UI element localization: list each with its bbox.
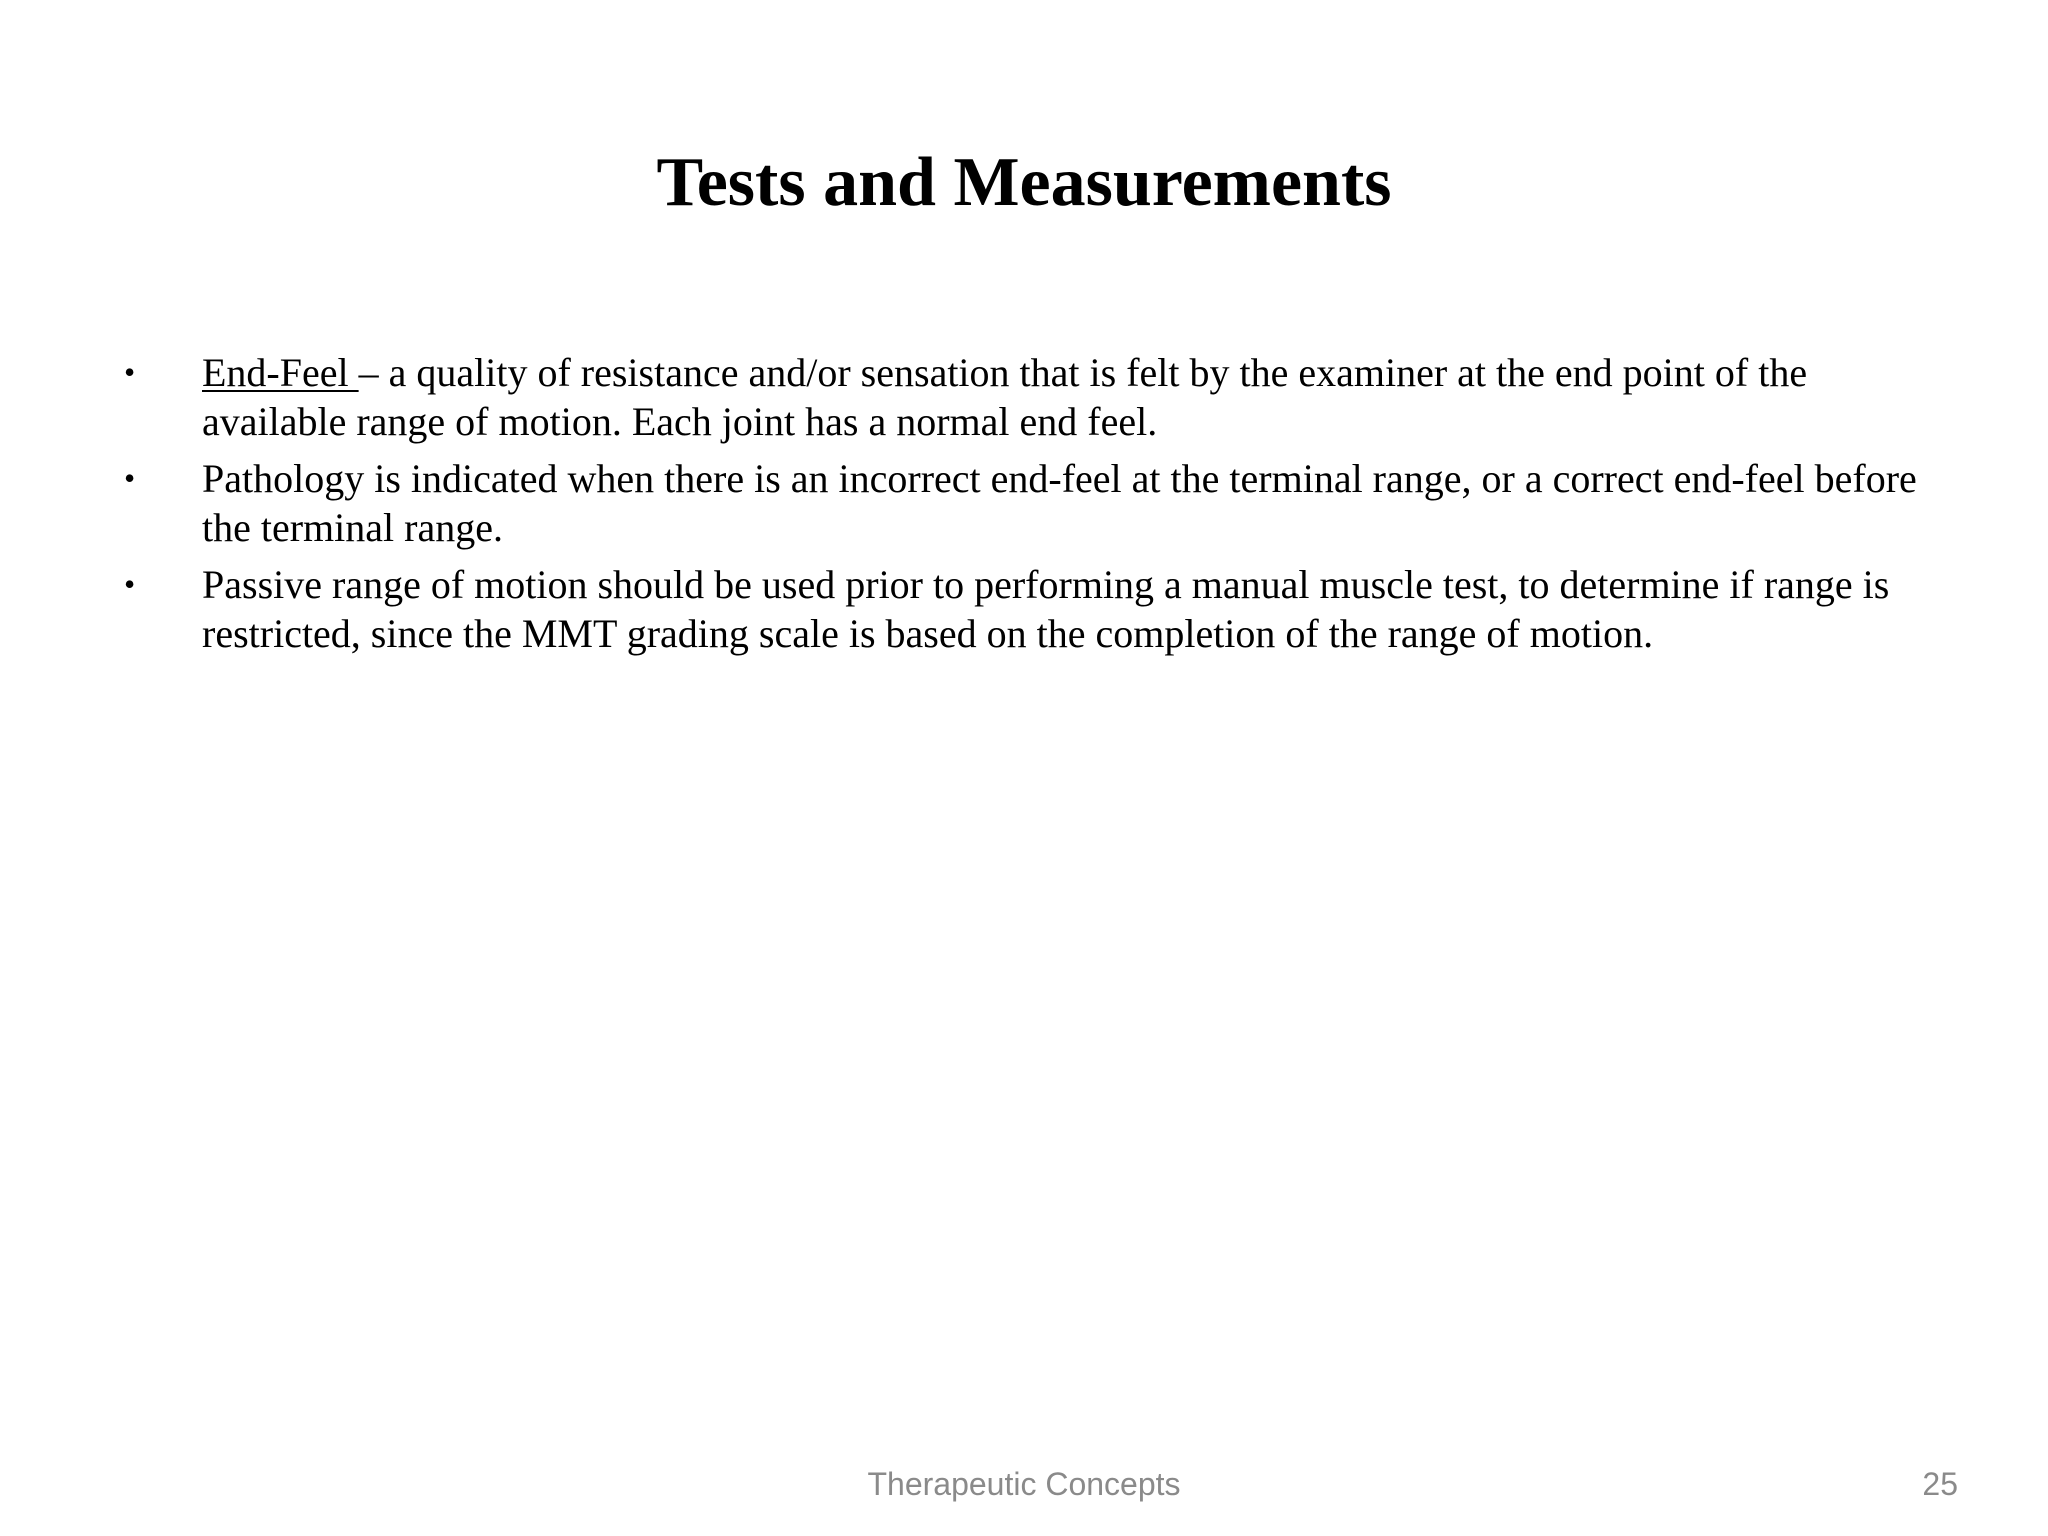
bullet-text: Pathology is indicated when there is an incorrect end-feel at the terminal range, or a correct end-feel before the terminal range. (202, 456, 1917, 550)
bullet-dot-icon: • (124, 566, 136, 602)
slide-title: Tests and Measurements (656, 144, 1392, 221)
bullet-list (124, 348, 1954, 666)
bullet-item-end-feel (124, 348, 1954, 446)
footer-text: Therapeutic Concepts (867, 1466, 1181, 1502)
page-number: 25 (1922, 1466, 1958, 1502)
bullet-dot-icon: • (124, 460, 136, 496)
bullet-text: Passive range of motion should be used prior to performing a manual muscle test, to determine if range is restricted, since the MMT grading scale is based on the completion of the range of motion. (202, 562, 1890, 656)
bullet-dot-icon: • (124, 354, 136, 390)
bullet-item-pathology (124, 454, 1954, 552)
bullet-term: End-Feel (202, 350, 359, 395)
bullet-item-passive-rom (124, 560, 1954, 658)
bullet-text: – a quality of resistance and/or sensation that is felt by the examiner at the end point of the available range of motion. Each joint has a normal end feel. (202, 350, 1808, 444)
